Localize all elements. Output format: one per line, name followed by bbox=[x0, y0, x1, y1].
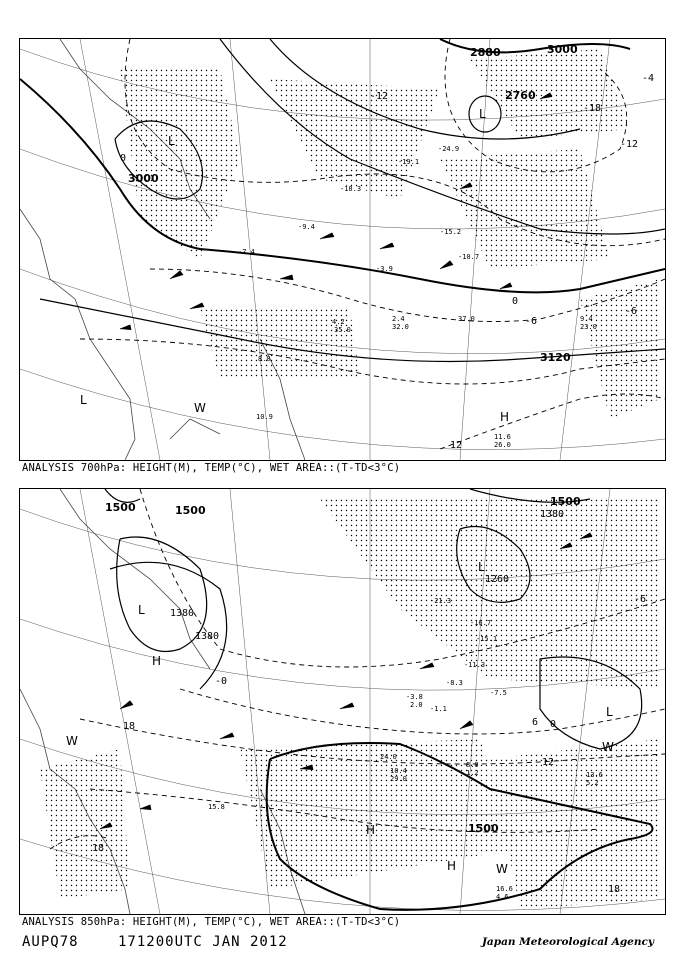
obs-value: -3.9 bbox=[376, 265, 393, 273]
obs-value: 13.6 bbox=[586, 771, 603, 779]
obs-value: -15.2 bbox=[440, 228, 462, 236]
obs-value: -1.1 bbox=[430, 705, 447, 713]
valid-time: 171200UTC JAN 2012 bbox=[118, 934, 288, 950]
height-label: 1380 bbox=[195, 631, 220, 642]
low-pressure-symbol: L bbox=[479, 107, 486, 121]
caption-700hpa: ANALYSIS 700hPa: HEIGHT(M), TEMP(°C), WET AREA::(T-TD<3°C) bbox=[22, 462, 401, 474]
wet-area bbox=[120, 49, 660, 419]
warm-symbol: W bbox=[602, 740, 614, 754]
obs-value: 26.0 bbox=[494, 441, 511, 449]
temp-label: 0 bbox=[120, 153, 127, 164]
temp-label: -12 bbox=[620, 139, 639, 150]
map-850hpa bbox=[20, 489, 665, 914]
temp-label: 12 bbox=[542, 757, 555, 768]
low-pressure-symbol: L bbox=[80, 393, 87, 407]
obs-value: 10.4 bbox=[390, 767, 407, 775]
obs-value: 2.4 bbox=[392, 315, 405, 323]
product-code: AUPQ78 bbox=[22, 934, 79, 950]
obs-value: 37.0 bbox=[458, 315, 475, 323]
low-pressure-symbol: L bbox=[478, 560, 485, 574]
height-label: 1500 bbox=[175, 504, 206, 517]
temp-label: 0 bbox=[512, 296, 519, 307]
high-pressure-symbol: H bbox=[447, 859, 457, 873]
obs-value: 11.6 bbox=[494, 433, 511, 441]
temp-label: -6 bbox=[625, 306, 638, 317]
obs-value: 35.0 bbox=[334, 326, 351, 334]
obs-value: 29.0 bbox=[390, 775, 407, 783]
obs-value: 32.0 bbox=[392, 323, 409, 331]
temp-label: 12 bbox=[450, 440, 463, 451]
obs-value: 10.9 bbox=[256, 413, 273, 421]
obs-value: -11.3 bbox=[464, 661, 486, 669]
obs-value: 16.6 bbox=[496, 885, 513, 893]
warm-symbol: W bbox=[194, 401, 206, 415]
obs-value: 8.0 bbox=[258, 355, 271, 363]
height-label: 1380 bbox=[170, 608, 195, 619]
temp-label: -6 bbox=[634, 594, 647, 605]
high-pressure-symbol: H bbox=[500, 410, 510, 424]
height-label: 3000 bbox=[547, 43, 578, 56]
obs-value: -3.8 bbox=[406, 693, 423, 701]
obs-value: 9.4 bbox=[580, 315, 593, 323]
temp-label: 18 bbox=[608, 884, 621, 895]
height-label: 3000 bbox=[128, 172, 159, 185]
obs-value: 15.8 bbox=[208, 803, 225, 811]
height-label: 2760 bbox=[505, 89, 536, 102]
obs-value: -24.9 bbox=[438, 145, 460, 153]
obs-value: 2.0 bbox=[410, 701, 423, 709]
temp-label: -18 bbox=[583, 103, 602, 114]
temp-label: 18 bbox=[92, 843, 105, 854]
obs-value: -16.7 bbox=[470, 619, 492, 627]
caption-850hpa: ANALYSIS 850hPa: HEIGHT(M), TEMP(°C), WET AREA::(T-TD<3°C) bbox=[22, 916, 401, 928]
obs-value: -19.1 bbox=[398, 158, 420, 166]
obs-value: 1.2 bbox=[466, 769, 479, 777]
temp-label: -6 bbox=[525, 316, 538, 327]
height-label: 1260 bbox=[485, 574, 510, 585]
height-label: 1380 bbox=[540, 509, 565, 520]
obs-value: 4.2 bbox=[332, 318, 345, 326]
temp-label: 0 bbox=[550, 719, 557, 730]
height-label: 3120 bbox=[540, 351, 571, 364]
temp-label: 6 bbox=[532, 717, 539, 728]
warm-symbol: W bbox=[66, 734, 78, 748]
obs-value: -15.1 bbox=[476, 635, 498, 643]
height-label: 1500 bbox=[105, 501, 136, 514]
obs-value: -21.3 bbox=[430, 597, 452, 605]
obs-value: 4.6 bbox=[496, 893, 509, 901]
warm-symbol: W bbox=[496, 862, 508, 876]
low-pressure-symbol: L bbox=[168, 134, 175, 148]
high-pressure-symbol: H bbox=[152, 654, 162, 668]
obs-value: 5.2 bbox=[586, 779, 599, 787]
temp-label: -0 bbox=[215, 676, 228, 687]
obs-value: 24.0 bbox=[380, 753, 397, 761]
map-panel-700hpa bbox=[19, 38, 666, 461]
agency-name: Japan Meteorological Agency bbox=[481, 936, 654, 948]
low-pressure-symbol: L bbox=[138, 603, 145, 617]
temp-label: -12 bbox=[370, 91, 389, 102]
temp-label: -4 bbox=[642, 73, 655, 84]
obs-value: -9.4 bbox=[298, 223, 315, 231]
obs-value: 8.0 bbox=[466, 761, 479, 769]
obs-value: -7.4 bbox=[238, 248, 255, 256]
temp-label: 18 bbox=[123, 721, 136, 732]
map-700hpa bbox=[20, 39, 665, 460]
height-label: 2880 bbox=[470, 46, 501, 59]
obs-value: -8.3 bbox=[446, 679, 463, 687]
height-label: 1500 bbox=[550, 495, 581, 508]
height-label: 1500 bbox=[468, 822, 499, 835]
obs-value: -18.3 bbox=[340, 185, 362, 193]
low-pressure-symbol: L bbox=[606, 705, 613, 719]
obs-value: -10.7 bbox=[458, 253, 480, 261]
high-pressure-symbol: H bbox=[366, 823, 376, 837]
obs-value: 23.0 bbox=[580, 323, 597, 331]
obs-value: -7.5 bbox=[490, 689, 507, 697]
map-panel-850hpa bbox=[19, 488, 666, 915]
